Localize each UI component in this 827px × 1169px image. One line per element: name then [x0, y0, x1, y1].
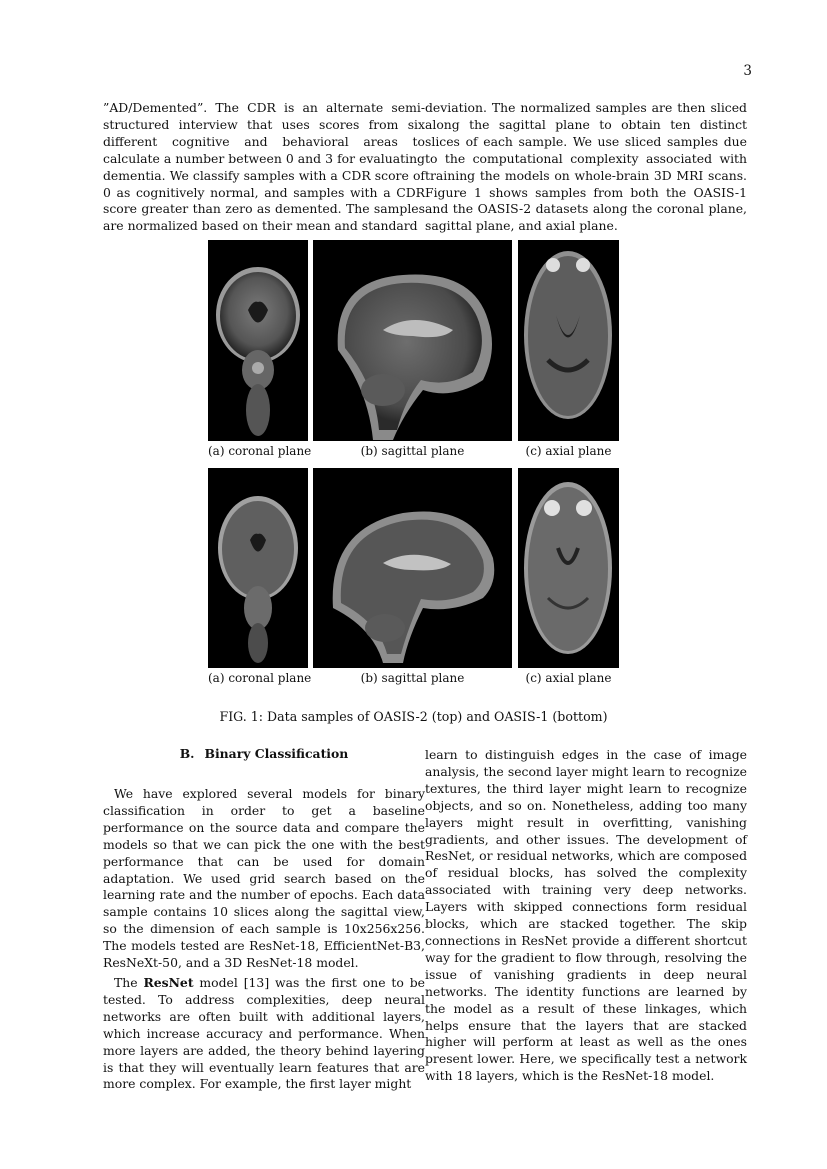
mri-coronal-top-image — [208, 240, 308, 441]
paragraph: ”AD/Demented”. The CDR is an alternate semi-structured interview that uses scores from six different cognitive and behavioral areas to calculate a number between 0 and 3 for evaluating dementia. We classify samples with a CDR score of 0 as cognitively normal, and samples with a CDR score greater than zero as demented. The samples are normalized based on their mean and standard — [103, 100, 425, 234]
subcaption-sagittal-top: (b) sagittal plane — [360, 444, 465, 458]
subcaption-sagittal-bottom: (b) sagittal plane — [360, 671, 465, 685]
section-title: Binary Classification — [204, 746, 349, 761]
subcaption-coronal-bottom: (a) coronal plane — [208, 671, 312, 685]
paragraph: learn to distinguish edges in the case of image analysis, the second layer might learn to recognize textures, the third layer might learn to recognize objects, and so on. Nonetheless, adding too many layers might result in overfitting, vanishing gradients, and other issues. The development of ResNet, or residual networks, which are composed of residual blocks, has solved the complexity associated with training very deep networks. Layers with skipped connections form residual blocks, which are stacked together. The skip connections in ResNet provide a different shortcut way for the gradient to flow through, resolving the issue of vanishing gradients in deep neural networks. The identity functions are learned by the model as a result of these linkages, which helps ensure that the layers that are stacked higher will perform at least as well as the ones present lower. Here, we specifically test a network with 18 layers, which is the ResNet-18 model. — [425, 747, 747, 1084]
mri-sagittal-top-image — [313, 240, 512, 441]
mri-axial-top-image — [518, 240, 619, 441]
paragraph: We have explored several models for binary classification in order to get a baseline performance on the source data and compare the models so that we can pick the one with the best performance that can be used for domain adaptation. We used grid search based on the learning rate and the number of epochs. Each data sample contains 10 slices along the sagittal view, so the dimension of each sample is 10x256x256. The models tested are ResNet-18, EfficientNet-B3, ResNeXt-50, and a 3D ResNet-18 model. — [103, 786, 425, 971]
text-column-left-top — [103, 100, 425, 235]
model-name-bold: ResNet — [143, 974, 194, 990]
text-run: The — [114, 974, 144, 990]
paragraph — [103, 975, 425, 1093]
text-column-right-top — [425, 100, 747, 235]
text-column-right-bottom — [425, 747, 747, 1085]
page-number: 3 — [743, 63, 752, 79]
subcaption-axial-top: (c) axial plane — [525, 444, 612, 458]
mri-axial-bottom-image — [518, 468, 619, 668]
subcaption-coronal-top: (a) coronal plane — [208, 444, 312, 458]
subcaption-axial-bottom: (c) axial plane — [525, 671, 612, 685]
figure-caption: FIG. 1: Data samples of OASIS-2 (top) and OASIS-1 (bottom) — [219, 709, 608, 724]
section-heading — [103, 746, 425, 761]
section-number: B. — [179, 746, 195, 761]
mri-coronal-bottom-image — [208, 468, 308, 668]
mri-sagittal-bottom-image — [313, 468, 512, 668]
text-run: model [13] was the first one to be tested. To address complexities, deep neural networks are often built with additional layers, which increase accuracy and performance. When more layers are added, the theory behind layering is that they will eventually learn features that are more complex. For example, the first layer might — [103, 974, 425, 1092]
text-column-left-bottom — [103, 786, 425, 1093]
paragraph: deviation. The normalized samples are then sliced along the sagittal plane to obtain ten distinct slices of each sample. We use sliced samples due to the computational complexity associated with training the models on whole-brain 3D MRI scans. Figure 1 shows samples from both the OASIS-1 and the OASIS-2 datasets along the coronal plane, sagittal plane, and axial plane. — [425, 100, 747, 234]
